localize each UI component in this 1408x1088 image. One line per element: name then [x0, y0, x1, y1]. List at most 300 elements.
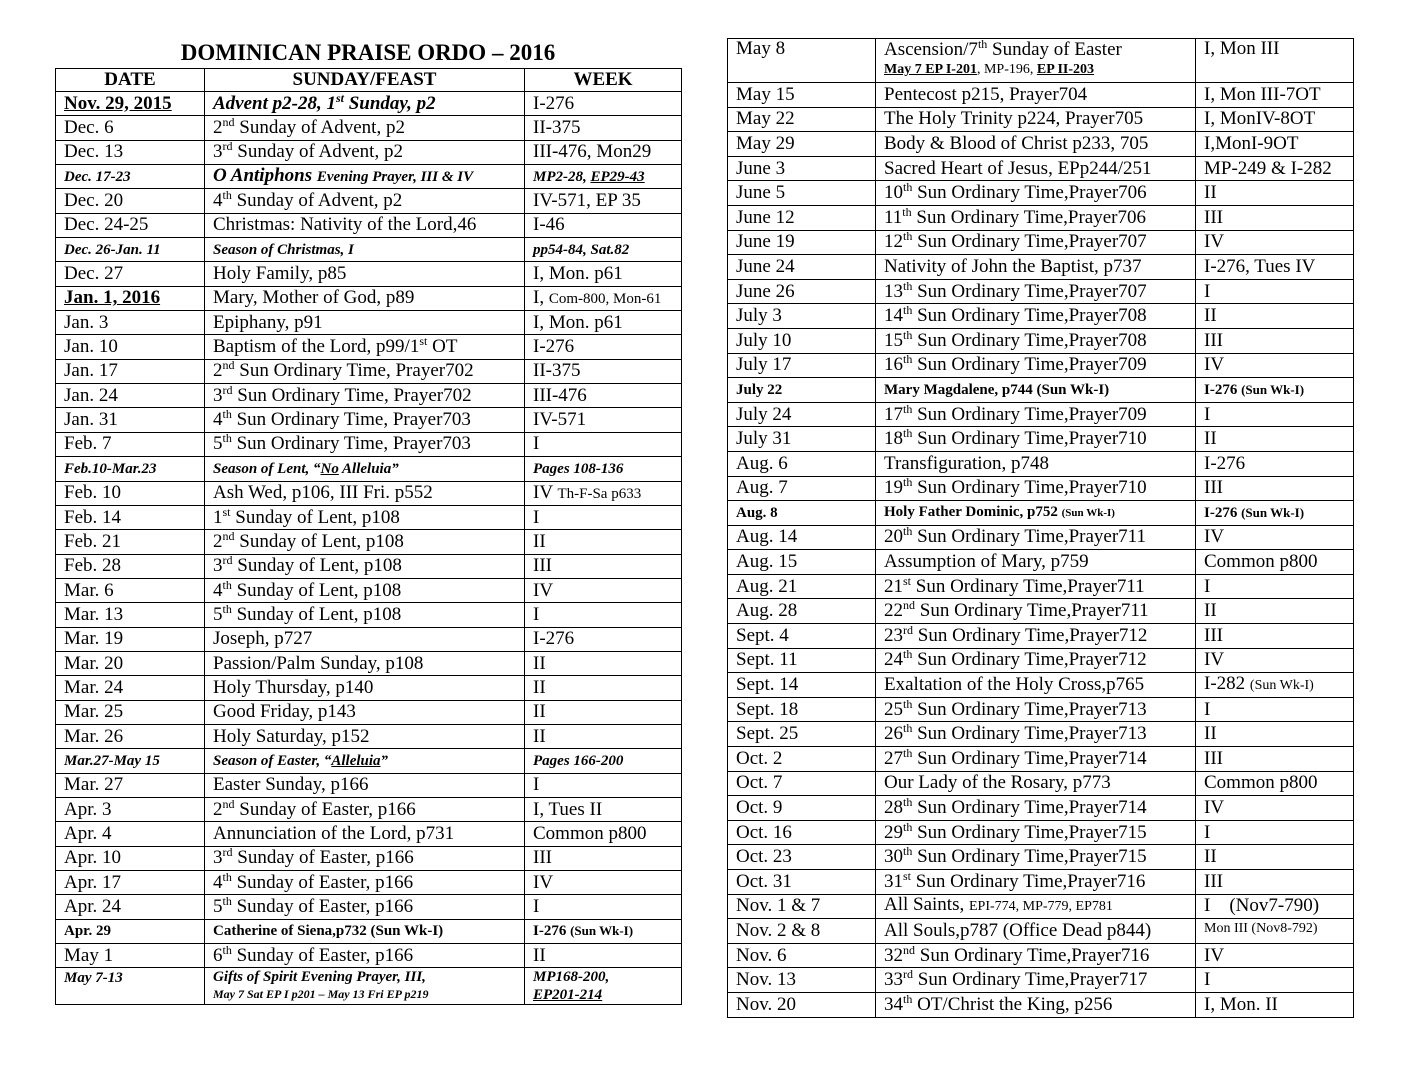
feast-cell: Season of Christmas, I	[205, 238, 525, 262]
date-cell: Jan. 1, 2016	[56, 286, 205, 310]
table-row	[56, 797, 682, 821]
date-cell: Apr. 4	[56, 822, 205, 846]
table-row	[56, 116, 682, 140]
feast-cell: Joseph, p727	[205, 627, 525, 651]
week-cell: Common p800	[525, 822, 682, 846]
feast-cell: 24th Sun Ordinary Time,Prayer712	[876, 648, 1196, 673]
date-cell: Sept. 11	[728, 648, 876, 673]
feast-cell: Exaltation of the Holy Cross,p765	[876, 673, 1196, 698]
feast-cell: Baptism of the Lord, p99/1st OT	[205, 335, 525, 359]
feast-cell: 21st Sun Ordinary Time,Prayer711	[876, 574, 1196, 599]
feast-cell: All Souls,p787 (Office Dead p844)	[876, 919, 1196, 944]
feast-cell: 26th Sun Ordinary Time,Prayer713	[876, 722, 1196, 747]
date-cell: Feb. 28	[56, 554, 205, 578]
date-cell: Mar.27-May 15	[56, 749, 205, 773]
week-cell: Common p800	[1196, 550, 1354, 575]
date-cell: June 12	[728, 205, 876, 230]
feast-cell: Holy Thursday, p140	[205, 676, 525, 700]
table-row	[728, 919, 1354, 944]
week-cell: Pages 108-136	[525, 457, 682, 481]
week-cell: II	[525, 724, 682, 748]
table-row	[56, 676, 682, 700]
table-row	[728, 943, 1354, 968]
week-cell: II	[1196, 427, 1354, 452]
feast-cell: 34th OT/Christ the King, p256	[876, 992, 1196, 1017]
date-cell: Oct. 7	[728, 771, 876, 796]
feast-cell: Mary Magdalene, p744 (Sun Wk-I)	[876, 378, 1196, 403]
page-title: DOMINICAN PRAISE ORDO – 2016	[180, 40, 556, 65]
feast-cell: 1st Sunday of Lent, p108	[205, 505, 525, 529]
feast-cell: Good Friday, p143	[205, 700, 525, 724]
date-cell: Oct. 16	[728, 820, 876, 845]
date-cell: Apr. 24	[56, 895, 205, 919]
feast-cell: 15th Sun Ordinary Time,Prayer708	[876, 328, 1196, 353]
week-cell: II	[1196, 599, 1354, 624]
feast-cell: Holy Father Dominic, p752 (Sun Wk-I)	[876, 501, 1196, 526]
feast-cell: 33rd Sun Ordinary Time,Prayer717	[876, 968, 1196, 993]
feast-cell: 32nd Sun Ordinary Time,Prayer716	[876, 943, 1196, 968]
date-cell: Mar. 27	[56, 773, 205, 797]
feast-cell: 13th Sun Ordinary Time,Prayer707	[876, 279, 1196, 304]
date-cell: Mar. 26	[56, 724, 205, 748]
date-cell: July 31	[728, 427, 876, 452]
week-cell: IV	[525, 871, 682, 895]
date-cell: Aug. 6	[728, 451, 876, 476]
week-cell: II	[1196, 181, 1354, 206]
table-row	[728, 870, 1354, 895]
week-cell: MP2-28, EP29-43	[525, 165, 682, 189]
ordo-table-left	[55, 68, 682, 1005]
date-cell: Feb. 14	[56, 505, 205, 529]
table-row	[56, 578, 682, 602]
table-row	[56, 846, 682, 870]
date-cell: Feb. 21	[56, 530, 205, 554]
week-cell: I, Mon. II	[1196, 992, 1354, 1017]
table-row	[728, 673, 1354, 698]
table-row	[56, 627, 682, 651]
week-cell: II	[525, 700, 682, 724]
table-row	[728, 107, 1354, 132]
feast-cell: 22nd Sun Ordinary Time,Prayer711	[876, 599, 1196, 624]
date-cell: Jan. 17	[56, 359, 205, 383]
date-cell: July 10	[728, 328, 876, 353]
week-cell: I	[525, 432, 682, 456]
feast-cell: Body & Blood of Christ p233, 705	[876, 132, 1196, 157]
date-cell: Mar. 13	[56, 603, 205, 627]
week-cell: I	[1196, 402, 1354, 427]
feast-cell: 12th Sun Ordinary Time,Prayer707	[876, 230, 1196, 255]
table-row	[56, 238, 682, 262]
week-cell: III	[1196, 870, 1354, 895]
date-cell: June 19	[728, 230, 876, 255]
week-cell: IV-571	[525, 408, 682, 432]
week-cell: IV Th-F-Sa p633	[525, 481, 682, 505]
table-row	[56, 457, 682, 481]
table-row	[56, 408, 682, 432]
week-cell: IV	[525, 578, 682, 602]
date-cell: Mar. 20	[56, 651, 205, 675]
table-row	[728, 574, 1354, 599]
ordo-table-right	[727, 38, 1354, 1018]
feast-cell: 4th Sunday of Easter, p166	[205, 871, 525, 895]
table-row	[728, 648, 1354, 673]
date-cell: May 1	[56, 944, 205, 968]
date-cell: May 22	[728, 107, 876, 132]
feast-cell: 23rd Sun Ordinary Time,Prayer712	[876, 624, 1196, 649]
date-cell: Aug. 15	[728, 550, 876, 575]
feast-cell: Passion/Palm Sunday, p108	[205, 651, 525, 675]
date-cell: Mar. 25	[56, 700, 205, 724]
date-cell: July 22	[728, 378, 876, 403]
date-cell: Dec. 20	[56, 189, 205, 213]
table-row	[728, 427, 1354, 452]
feast-cell: Holy Family, p85	[205, 262, 525, 286]
table-row	[56, 651, 682, 675]
date-cell: Dec. 6	[56, 116, 205, 140]
feast-cell: 31st Sun Ordinary Time,Prayer716	[876, 870, 1196, 895]
week-cell: IV	[1196, 525, 1354, 550]
date-cell: Mar. 24	[56, 676, 205, 700]
feast-cell: 29th Sun Ordinary Time,Prayer715	[876, 820, 1196, 845]
week-cell: Mon III (Nov8-792)	[1196, 919, 1354, 944]
feast-cell: Sacred Heart of Jesus, EPp244/251	[876, 156, 1196, 181]
table-row	[56, 822, 682, 846]
feast-cell: 5th Sunday of Easter, p166	[205, 895, 525, 919]
table-row	[728, 378, 1354, 403]
feast-cell: Gifts of Spirit Evening Prayer, III, May 7 Sat EP I p201 – May 13 Fri EP p219	[205, 968, 525, 1005]
table-row	[728, 279, 1354, 304]
week-cell: IV-571, EP 35	[525, 189, 682, 213]
table-row	[728, 156, 1354, 181]
date-cell: Feb.10-Mar.23	[56, 457, 205, 481]
table-row	[56, 530, 682, 554]
week-cell: pp54-84, Sat.82	[525, 238, 682, 262]
week-cell: I-276 (Sun Wk-I)	[1196, 501, 1354, 526]
date-cell: Nov. 1 & 7	[728, 894, 876, 919]
week-cell: I-276 (Sun Wk-I)	[1196, 378, 1354, 403]
feast-cell: 3rd Sun Ordinary Time, Prayer702	[205, 384, 525, 408]
feast-cell: 30th Sun Ordinary Time,Prayer715	[876, 845, 1196, 870]
feast-cell: 25th Sun Ordinary Time,Prayer713	[876, 697, 1196, 722]
date-cell: Sept. 18	[728, 697, 876, 722]
feast-cell: Pentecost p215, Prayer704	[876, 83, 1196, 108]
feast-cell: The Holy Trinity p224, Prayer705	[876, 107, 1196, 132]
feast-cell: 2nd Sunday of Advent, p2	[205, 116, 525, 140]
week-cell: IV	[1196, 943, 1354, 968]
table-row	[728, 747, 1354, 772]
feast-cell: 3rd Sunday of Easter, p166	[205, 846, 525, 870]
week-cell: I, MonIV-8OT	[1196, 107, 1354, 132]
feast-cell: 14th Sun Ordinary Time,Prayer708	[876, 304, 1196, 329]
date-cell: Feb. 10	[56, 481, 205, 505]
table-row	[728, 894, 1354, 919]
week-cell: Common p800	[1196, 771, 1354, 796]
date-cell: Aug. 21	[728, 574, 876, 599]
week-header: WEEK	[525, 69, 682, 92]
feast-cell: Season of Easter, “Alleluia”	[205, 749, 525, 773]
table-row	[728, 501, 1354, 526]
table-row	[56, 871, 682, 895]
week-cell: I, Com-800, Mon-61	[525, 286, 682, 310]
date-cell: June 3	[728, 156, 876, 181]
table-row	[56, 140, 682, 164]
week-cell: IV	[1196, 353, 1354, 378]
date-cell: Apr. 10	[56, 846, 205, 870]
week-cell: III	[525, 846, 682, 870]
table-row	[728, 83, 1354, 108]
table-row	[728, 697, 1354, 722]
table-row	[56, 944, 682, 968]
table-row	[728, 255, 1354, 280]
date-cell: June 26	[728, 279, 876, 304]
week-cell: II	[525, 944, 682, 968]
feast-cell: Easter Sunday, p166	[205, 773, 525, 797]
table-row	[56, 432, 682, 456]
table-row	[56, 92, 682, 116]
table-row	[56, 895, 682, 919]
date-cell: Oct. 31	[728, 870, 876, 895]
table-row	[56, 165, 682, 189]
week-cell: III	[1196, 624, 1354, 649]
week-cell: I, Mon III	[1196, 39, 1354, 83]
date-cell: Sept. 4	[728, 624, 876, 649]
week-cell: III	[1196, 747, 1354, 772]
week-cell: I	[1196, 820, 1354, 845]
table-row	[56, 213, 682, 237]
date-cell: Oct. 23	[728, 845, 876, 870]
table-row	[728, 328, 1354, 353]
feast-cell: Transfiguration, p748	[876, 451, 1196, 476]
week-cell: I, Mon. p61	[525, 262, 682, 286]
date-cell: Jan. 10	[56, 335, 205, 359]
feast-cell: 2nd Sunday of Lent, p108	[205, 530, 525, 554]
table-row	[56, 773, 682, 797]
feast-cell: 5th Sun Ordinary Time, Prayer703	[205, 432, 525, 456]
date-cell: Dec. 26-Jan. 11	[56, 238, 205, 262]
feast-cell: Nativity of John the Baptist, p737	[876, 255, 1196, 280]
feast-cell: 18th Sun Ordinary Time,Prayer710	[876, 427, 1196, 452]
week-cell: II	[525, 530, 682, 554]
date-cell: Dec. 27	[56, 262, 205, 286]
week-cell: IV	[1196, 796, 1354, 821]
table-row	[56, 359, 682, 383]
week-cell: I	[525, 603, 682, 627]
feast-cell: Assumption of Mary, p759	[876, 550, 1196, 575]
date-cell: Sept. 14	[728, 673, 876, 698]
feast-cell: 4th Sunday of Lent, p108	[205, 578, 525, 602]
table-row	[728, 845, 1354, 870]
week-cell: I, Tues II	[525, 797, 682, 821]
date-cell: June 24	[728, 255, 876, 280]
date-cell: Dec. 13	[56, 140, 205, 164]
date-cell: Apr. 17	[56, 871, 205, 895]
feast-cell: O Antiphons Evening Prayer, III & IV	[205, 165, 525, 189]
table-row	[728, 820, 1354, 845]
date-cell: June 5	[728, 181, 876, 206]
week-cell: II	[525, 651, 682, 675]
date-cell: Aug. 7	[728, 476, 876, 501]
week-cell: II	[525, 676, 682, 700]
table-row	[56, 724, 682, 748]
week-cell: II	[1196, 722, 1354, 747]
feast-cell: Ascension/7th Sunday of Easter May 7 EP I-201, MP-196, EP II-203	[876, 39, 1196, 83]
feast-cell: 2nd Sunday of Easter, p166	[205, 797, 525, 821]
feast-cell: 20th Sun Ordinary Time,Prayer711	[876, 525, 1196, 550]
feast-cell: Annunciation of the Lord, p731	[205, 822, 525, 846]
date-cell: Nov. 13	[728, 968, 876, 993]
week-cell: Pages 166-200	[525, 749, 682, 773]
table-row	[728, 451, 1354, 476]
feast-cell: 3rd Sunday of Advent, p2	[205, 140, 525, 164]
date-cell: July 17	[728, 353, 876, 378]
week-cell: I-46	[525, 213, 682, 237]
week-cell: III	[1196, 205, 1354, 230]
week-cell: I-276	[525, 627, 682, 651]
date-cell: Jan. 3	[56, 311, 205, 335]
table-row	[56, 505, 682, 529]
week-cell: I	[525, 505, 682, 529]
date-cell: Jan. 24	[56, 384, 205, 408]
date-cell: Aug. 14	[728, 525, 876, 550]
week-cell: I-276	[1196, 451, 1354, 476]
date-cell: Aug. 8	[728, 501, 876, 526]
feast-cell: 2nd Sun Ordinary Time, Prayer702	[205, 359, 525, 383]
feast-cell: 4th Sunday of Advent, p2	[205, 189, 525, 213]
feast-cell: Epiphany, p91	[205, 311, 525, 335]
table-row	[728, 476, 1354, 501]
table-row	[728, 968, 1354, 993]
date-cell: Mar. 6	[56, 578, 205, 602]
week-cell: I-276	[525, 92, 682, 116]
date-cell: May 8	[728, 39, 876, 83]
table-row	[56, 968, 682, 1005]
week-cell: II-375	[525, 359, 682, 383]
table-row	[728, 230, 1354, 255]
date-cell: Nov. 20	[728, 992, 876, 1017]
table-row	[728, 525, 1354, 550]
week-cell: I-276, Tues IV	[1196, 255, 1354, 280]
table-row	[728, 796, 1354, 821]
table-row	[56, 335, 682, 359]
date-cell: July 3	[728, 304, 876, 329]
date-cell: Aug. 28	[728, 599, 876, 624]
week-cell: I	[1196, 697, 1354, 722]
table-row	[56, 286, 682, 310]
week-cell: I, Mon. p61	[525, 311, 682, 335]
feast-cell: 11th Sun Ordinary Time,Prayer706	[876, 205, 1196, 230]
date-cell: Oct. 9	[728, 796, 876, 821]
feast-cell: 5th Sunday of Lent, p108	[205, 603, 525, 627]
table-row	[728, 304, 1354, 329]
week-cell: MP168-200, EP201-214	[525, 968, 682, 1005]
feast-cell: 27th Sun Ordinary Time,Prayer714	[876, 747, 1196, 772]
feast-cell: 10th Sun Ordinary Time,Prayer706	[876, 181, 1196, 206]
date-cell: Jan. 31	[56, 408, 205, 432]
table-row	[728, 771, 1354, 796]
date-cell: May 7-13	[56, 968, 205, 1005]
date-cell: May 29	[728, 132, 876, 157]
week-cell: III	[525, 554, 682, 578]
week-cell: III-476	[525, 384, 682, 408]
feast-cell: Our Lady of the Rosary, p773	[876, 771, 1196, 796]
date-cell: Dec. 17-23	[56, 165, 205, 189]
table-row	[728, 402, 1354, 427]
feast-cell: Catherine of Siena,p732 (Sun Wk-I)	[205, 919, 525, 943]
table-row	[56, 919, 682, 943]
week-cell: I,MonI-9OT	[1196, 132, 1354, 157]
table-row	[728, 992, 1354, 1017]
feast-cell: 4th Sun Ordinary Time, Prayer703	[205, 408, 525, 432]
table-row	[728, 722, 1354, 747]
table-row	[56, 481, 682, 505]
date-cell: Sept. 25	[728, 722, 876, 747]
feast-cell: Christmas: Nativity of the Lord,46	[205, 213, 525, 237]
week-cell: I	[525, 895, 682, 919]
feast-cell: All Saints, EPI-774, MP-779, EP781	[876, 894, 1196, 919]
feast-cell: 3rd Sunday of Lent, p108	[205, 554, 525, 578]
table-row	[728, 181, 1354, 206]
week-cell: II	[1196, 845, 1354, 870]
week-cell: I-282 (Sun Wk-I)	[1196, 673, 1354, 698]
table-row	[56, 700, 682, 724]
week-cell: I	[1196, 968, 1354, 993]
table-row	[56, 262, 682, 286]
week-cell: I-276	[525, 335, 682, 359]
week-cell: III-476, Mon29	[525, 140, 682, 164]
feast-cell: 16th Sun Ordinary Time,Prayer709	[876, 353, 1196, 378]
table-row	[728, 599, 1354, 624]
table-row	[56, 384, 682, 408]
table-row	[728, 624, 1354, 649]
table-row	[728, 205, 1354, 230]
week-cell: I, Mon III-7OT	[1196, 83, 1354, 108]
date-cell: Apr. 29	[56, 919, 205, 943]
week-cell: III	[1196, 328, 1354, 353]
week-cell: I	[525, 773, 682, 797]
week-cell: I	[1196, 279, 1354, 304]
table-row	[728, 353, 1354, 378]
feast-cell: Holy Saturday, p152	[205, 724, 525, 748]
date-cell: Nov. 6	[728, 943, 876, 968]
week-cell: II	[1196, 304, 1354, 329]
date-cell: Nov. 2 & 8	[728, 919, 876, 944]
date-cell: July 24	[728, 402, 876, 427]
week-cell: I-276 (Sun Wk-I)	[525, 919, 682, 943]
week-cell: IV	[1196, 230, 1354, 255]
table-row	[56, 189, 682, 213]
week-cell: II-375	[525, 116, 682, 140]
date-cell: Apr. 3	[56, 797, 205, 821]
date-cell: Mar. 19	[56, 627, 205, 651]
feast-cell: Season of Lent, “No Alleluia”	[205, 457, 525, 481]
feast-header: SUNDAY/FEAST	[205, 69, 525, 92]
date-cell: Feb. 7	[56, 432, 205, 456]
table-row	[728, 132, 1354, 157]
date-header: DATE	[56, 69, 205, 92]
feast-cell: Mary, Mother of God, p89	[205, 286, 525, 310]
table-row	[56, 749, 682, 773]
date-cell: Oct. 2	[728, 747, 876, 772]
date-cell: Dec. 24-25	[56, 213, 205, 237]
table-row	[56, 554, 682, 578]
week-cell: IV	[1196, 648, 1354, 673]
feast-cell: Advent p2-28, 1st Sunday, p2	[205, 92, 525, 116]
week-cell: I	[1196, 574, 1354, 599]
header-row	[56, 69, 682, 92]
table-row	[56, 603, 682, 627]
feast-cell: 28th Sun Ordinary Time,Prayer714	[876, 796, 1196, 821]
date-cell: May 15	[728, 83, 876, 108]
